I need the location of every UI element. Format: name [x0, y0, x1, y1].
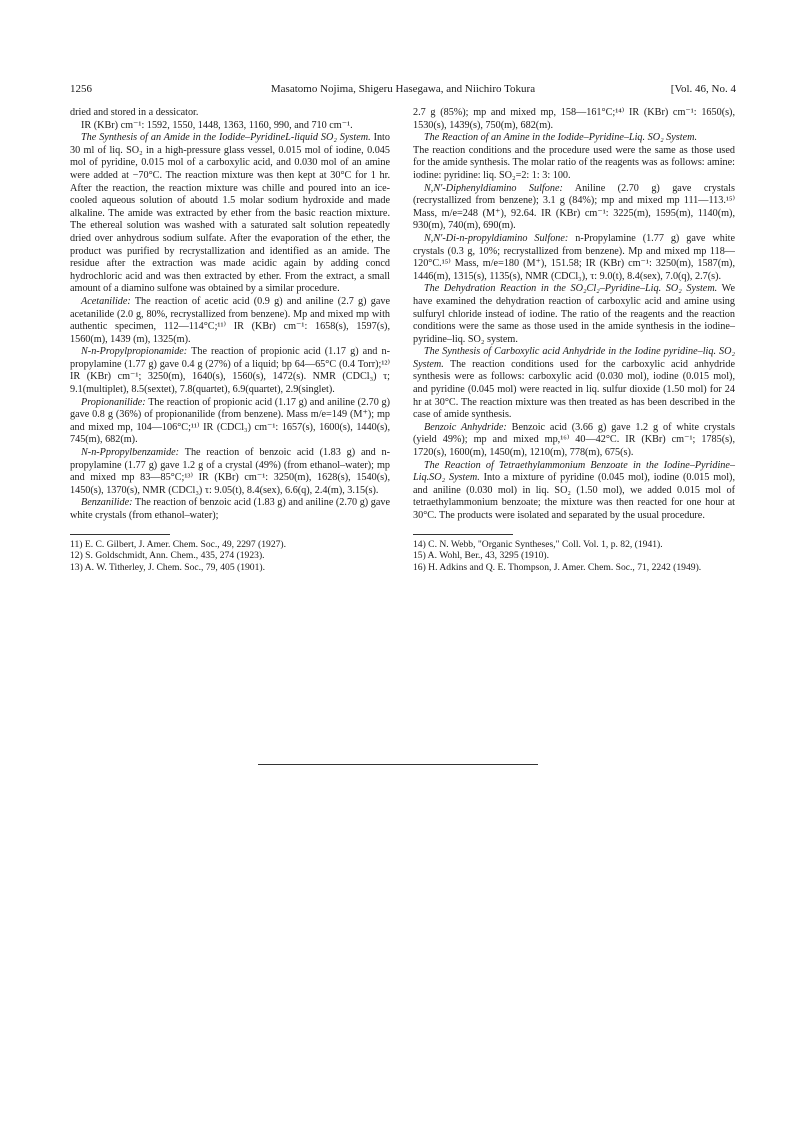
compound-paragraph [70, 296, 390, 346]
compound-paragraph [413, 422, 735, 460]
section-title: The Dehydration Reaction in the SO₂Cl₂–Pyridine–Liq. SO₂ System. [424, 283, 718, 295]
compound-title: N-n-Propylpropionamide: [81, 346, 188, 358]
section-title: The Reaction of Tetraethylammonium Benzoate in the Iodine–Pyridine–Liq.SO₂ System. [413, 459, 735, 484]
right-column [413, 107, 735, 573]
footnote: 15) A. Wohl, Ber., 43, 3295 (1910). [413, 550, 550, 562]
page-number: 1256 [70, 83, 92, 95]
volume-info: [Vol. 46, No. 4 [670, 83, 736, 95]
compound-paragraph [70, 346, 390, 396]
paragraph-text: Aniline (2.70 g) gave crystals (recrystallized from benzene); 3.1 g (84%); mp and mixed mp 111—113.¹⁵⁾ Mass, m/e=248 (M⁺), 92.64. IR (KBr) cm⁻¹: 3225(m), 1595(m), 1140(m), 930(m), 740(m), 690(m). [413, 182, 735, 232]
paragraph-text: Into 30 ml of liq. SO₂ in a high-pressure glass vessel, 0.015 mol of iodine, 0.045 mol of pyridine, 0.015 mol of a carboxylic acid, and 0.030 mol of an amine were added at −70°C. The reaction mixture was then kept at 30°C for 1 hr. After the reaction, the reaction mixture was chille and poured into an ice-cooled aqueous solution of aboutd 1.5 molar sodium hydroxide and made alkaline. The amide was extracted by ether from the basic reaction mixture. The ethereal solution was washed with a saturated salt solution repeatedly dried over anhydrous sodium sulfate. After the evaporation of the ether, the product was purified by recrystallization and identified as an amide. The residue after the extraction was made acidic again by adding concd hydrochloric acid and was then extracted by ether. From the extract, a small amount of a diamino sulfone was obtained by a similar procedure. [70, 132, 390, 295]
paragraph-text: Benzoic acid (3.66 g) gave 1.2 g of white crystals (yield 49%); mp and mixed mp,¹⁶⁾ 40—42°C. IR (KBr) cm⁻¹; 1785(s), 1720(s), 1600(m), 1450(m), 1210(m), 778(m), 675(s). [413, 421, 735, 459]
footnote: 14) C. N. Webb, "Organic Syntheses," Coll. Vol. 1, p. 82, (1941). [413, 538, 663, 550]
paragraph-text: The reaction of benzoic acid (1.83 g) and n-propylamine (1.77 g) gave 1.2 g of a crystal (49%) (from ethanol–water); mp and mixed mp 83—85°C;¹³⁾ IR (KBr) cm⁻¹: 3250(m), 1628(s), 1540(s), 1450(s), 1370(s), NMR (CDCl₃) τ: 9.05(t), 8.4(sex), 6.6(q), 2.4(m), 3.15(s). [70, 447, 390, 496]
paragraph-text: The reaction conditions used for the carboxylic acid anhydride synthesis were as follows: carboxylic acid (0.030 mol), iodine (0.015 mol), and pyridine (0.045 mol) were reacted in liq. sulfur dioxide (1.50 mol) for 24 hr at 30°C. The reaction mixture was then treated as has been described in the case of amide synthesis. [413, 358, 735, 421]
paragraph: IR (KBr) cm⁻¹: 1592, 1550, 1448, 1363, 1160, 990, and 710 cm⁻¹. [81, 119, 353, 131]
compound-title: N,N′-Diphenyldiamino Sulfone: [424, 182, 563, 194]
compound-paragraph [70, 447, 390, 497]
section-title: The Synthesis of Carboxylic acid Anhydride in the Iodine pyridine–liq. SO₂ System. [413, 346, 735, 370]
compound-title: Acetanilide: [81, 295, 131, 307]
paragraph-text: Into a mixture of pyridine (0.045 mol), iodine (0.015 mol), and aniline (0.030 mol) in liq. SO₂ (1.50 mol), we added 0.015 mol of tetraethylammonium benzoate; the mixture was then reacted for one hour at 30°C. The products were isolated and separated by the usual procedure. [413, 472, 735, 521]
compound-title: N-n-Ppropylbenzamide: [81, 447, 180, 459]
paragraph-text: We have examined the dehydration reaction of carboxylic acid and amine using sulfuryl chloride instead of iodine. The ratio of the reagents and the reaction conditions were the same as those used in the amide synthesis in the iodine–pyridine–liq. SO₂ system. [413, 283, 735, 345]
section-paragraph [413, 460, 735, 523]
paragraph: The reaction conditions and the procedure used were the same as those used for the amide synthesis. The molar ratio of the reagents was as follows: amine: iodine: pyridine: liq. SO₂=2: 1: 3: 100. [413, 144, 735, 181]
section-paragraph [413, 283, 735, 346]
section-paragraph [70, 132, 390, 296]
compound-paragraph [413, 233, 735, 283]
section-title: The Reaction of an Amine in the Iodide–Pyridine–Liq. SO₂ System. [424, 132, 697, 144]
paragraph-text: The reaction of benzoic acid (1.83 g) and aniline (2.70 g) gave white crystals (from ethanol–water); [70, 497, 390, 521]
footnote: 13) A. W. Titherley, J. Chem. Soc., 79, 405 (1901). [70, 561, 265, 573]
compound-paragraph [70, 397, 390, 447]
paragraph-text: The reaction of propionic acid (1.17 g) and n-propylamine (1.77 g) gave 0.4 g (27%) of a liquid; bp 64—65°C (0.4 Torr);¹²⁾ IR (KBr) cm⁻¹; 3250(m), 1640(s), 1560(s), 1472(s). NMR (CDCl₃) τ; 9.1(multiplet), 8.5(sextet), 7.8(quartet), 6.9(quartet), 2.9(singlet). [70, 346, 390, 396]
compound-paragraph [413, 183, 735, 233]
paragraph: 2.7 g (85%); mp and mixed mp, 158—161°C;¹⁴⁾ IR (KBr) cm⁻¹: 1650(s), 1530(s), 1439(s), 750(m), 682(m). [413, 107, 735, 131]
footnote: 16) H. Adkins and Q. E. Thompson, J. Amer. Chem. Soc., 71, 2242 (1949). [413, 561, 702, 573]
footnote: 12) S. Goldschmidt, Ann. Chem., 435, 274 (1923). [70, 550, 265, 562]
paragraph-text: The reaction of acetic acid (0.9 g) and aniline (2.7 g) gave acetanilide (2.0 g, 80%, recrystallized from benzene). Mp and mixed mp with authentic specimen, 112—114°C;¹¹⁾ IR (KBr) cm⁻¹: 1658(s), 1597(s), 1560(m), 1439 (m), 1325(m). [70, 295, 390, 345]
compound-title: Benzanilide: [81, 497, 133, 509]
footnote: 11) E. C. Gilbert, J. Amer. Chem. Soc., 49, 2297 (1927). [70, 538, 287, 550]
footnote-divider [70, 534, 170, 535]
paragraph-text: n-Propylamine (1.77 g) gave white crystals (0.3 g, 10%; recrystallized from benzene). Mp and mixed mp 118—120°C.¹⁵⁾ Mass, m/e=180 (M⁺), 151.58; IR (KBr) cm⁻¹: 3250(m), 1587(m), 1446(m), 1315(s), 1135(s), NMR (CDCl₃), τ: 9.0(t), 8.4(sex), 7.0(q), 2.7(s). [413, 232, 736, 282]
paragraph: dried and stored in a dessicator. [70, 107, 199, 118]
compound-title: N,N′-Di-n-propyldiamino Sulfone: [424, 232, 569, 244]
left-column [70, 107, 390, 573]
section-title: The Synthesis of an Amide in the Iodide–PyridineL-liquid SO₂ System. [81, 132, 371, 144]
end-of-article-rule [258, 764, 538, 765]
paragraph-text: The reaction of propionic acid (1.17 g) and aniline (2.70 g) gave 0.8 g (36%) of propionanilide (from benzene). Mass m/e=149 (M⁺); mp and mixed mp, 104—106°C;¹¹⁾ IR (CDCl₃) cm⁻¹: 1657(s), 1600(s), 1440(s), 745(m), 682(m). [70, 396, 390, 446]
compound-title: Propionanilide: [81, 396, 146, 408]
running-authors: Masatomo Nojima, Shigeru Hasegawa, and Niichiro Tokura [270, 83, 536, 95]
section-paragraph [413, 346, 735, 422]
compound-paragraph [70, 497, 390, 522]
running-header [70, 83, 736, 99]
footnote-divider [413, 534, 513, 535]
compound-title: Benzoic Anhydride: [424, 421, 507, 433]
